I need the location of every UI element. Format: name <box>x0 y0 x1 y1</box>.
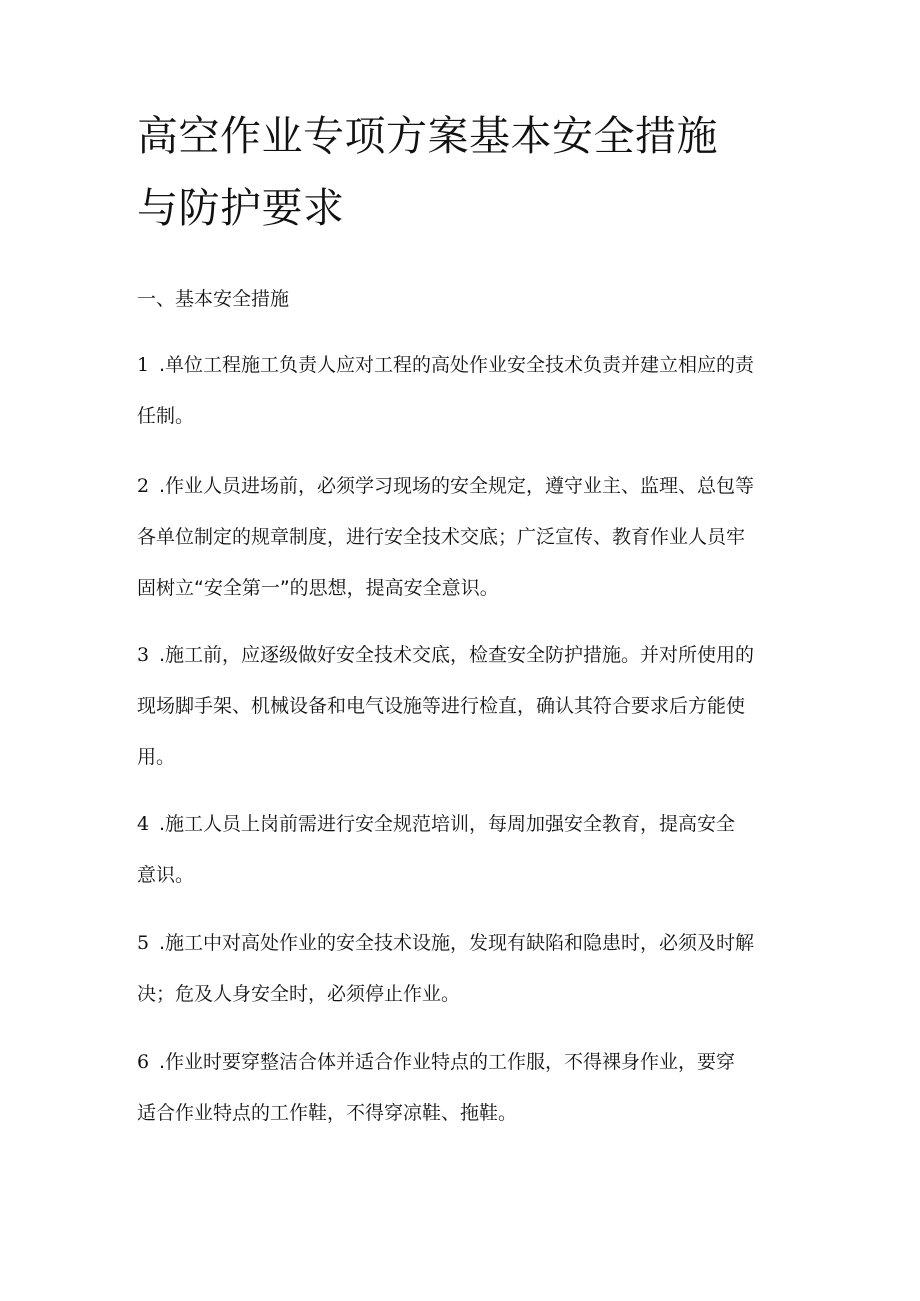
list-item-1-number: 1 <box>137 354 150 376</box>
list-item-5-text-1: .施工中对高处作业的安全技术设施，发现有缺陷和隐患时，必须及时解 <box>159 932 755 954</box>
document-title <box>137 100 777 244</box>
list-item-4 <box>137 799 792 901</box>
list-item-2-text-1: .作业人员进场前，必须学习现场的安全规定，遵守业主、监理、总包等 <box>159 475 755 497</box>
list-item-2-line-3: 固树立“安全第一”的思想，提高安全意识。 <box>137 577 499 599</box>
list-item-5 <box>137 918 792 1020</box>
list-item-4-text-1: .施工人员上岗前需进行安全规范培训，每周加强安全教育，提高安全 <box>159 813 736 835</box>
list-item-5-number: 5 <box>137 932 150 954</box>
list-item-6 <box>137 1037 792 1139</box>
list-item-3-number: 3 <box>137 644 150 666</box>
list-item-6-text-1: .作业时要穿整洁合体并适合作业特点的工作服，不得裸身作业，要穿 <box>159 1051 736 1073</box>
list-item-5-line-2: 决；危及人身安全时，必须停止作业。 <box>137 983 461 1005</box>
title-line-2: 与防护要求 <box>137 184 345 232</box>
list-item-4-line-2: 意识。 <box>137 864 195 886</box>
list-item-6-number: 6 <box>137 1051 150 1073</box>
list-item-2-line-2: 各单位制定的规章制度，进行安全技术交底；广泛宣传、教育作业人员牢 <box>137 526 746 548</box>
list-item-3-text-1: .施工前，应逐级做好安全技术交底，检查安全防护措施。并对所使用的 <box>159 644 755 666</box>
list-item-3-line-2: 现场脚手架、机械设备和电气设施等进行检直，确认其符合要求后方能使 <box>137 695 746 717</box>
list-item-6-line-2: 适合作业特点的工作鞋，不得穿凉鞋、拖鞋。 <box>137 1102 518 1124</box>
list-item-5-line-1 <box>137 918 792 969</box>
list-item-4-number: 4 <box>137 813 150 835</box>
list-item-1-text-1: .单位工程施工负责人应对工程的高处作业安全技术负责并建立相应的责 <box>159 354 755 376</box>
list-item-1-line-1 <box>137 340 792 391</box>
list-item-2-line-1 <box>137 461 792 512</box>
list-item-3-line-3: 用。 <box>137 746 176 768</box>
title-line-1: 高空作业专项方案基本安全措施 <box>137 112 718 160</box>
list-item-1 <box>137 340 792 442</box>
list-item-4-line-1 <box>137 799 792 850</box>
list-item-1-line-2: 任制。 <box>137 405 195 427</box>
list-item-2-number: 2 <box>137 475 150 497</box>
section-heading: 一、基本安全措施 <box>137 288 290 310</box>
list-item-6-line-1 <box>137 1037 792 1088</box>
list-item-2 <box>137 461 792 614</box>
list-item-3 <box>137 630 792 783</box>
list-item-3-line-1 <box>137 630 792 681</box>
